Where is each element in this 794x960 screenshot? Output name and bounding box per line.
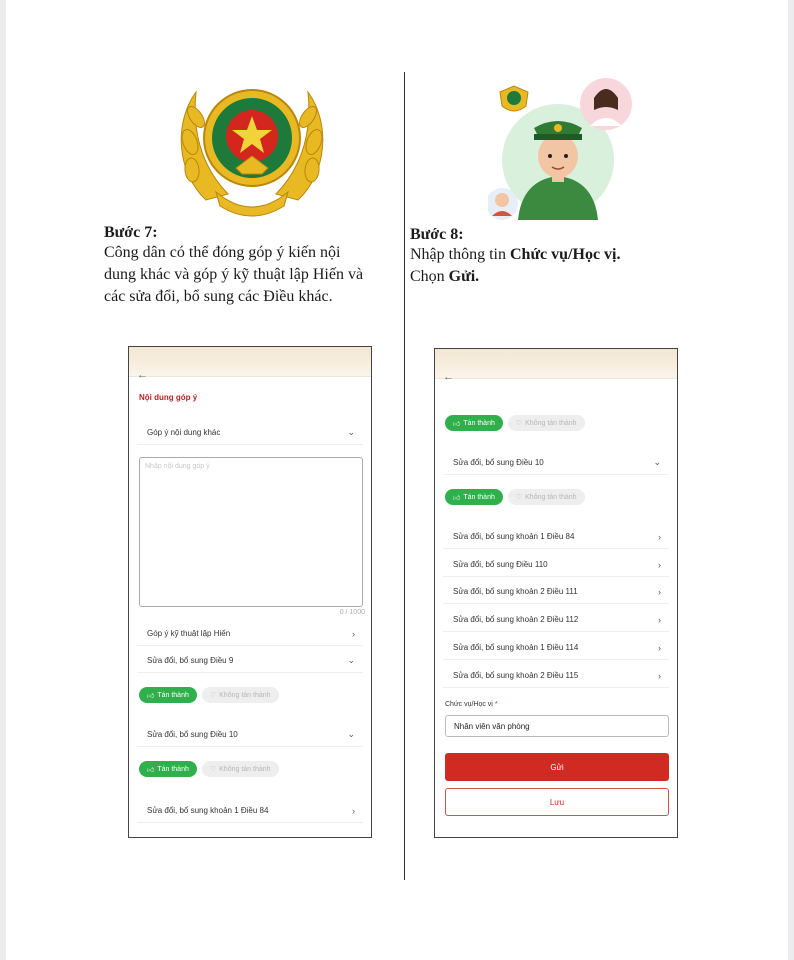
section-title: Nội dung góp ý: [139, 393, 198, 402]
vote-chips: [139, 687, 279, 703]
thumbs-up-icon: 👍︎: [147, 692, 155, 700]
list-item[interactable]: Sửa đổi, bổ sung Điều 110 ›: [443, 553, 669, 577]
chevron-right-icon: ›: [658, 614, 661, 625]
send-keyword: Gửi.: [448, 268, 480, 285]
agree-button[interactable]: 👍︎ Tán thành: [139, 761, 197, 777]
column-divider: [404, 72, 405, 880]
police-emblem-icon: [166, 72, 338, 218]
comment-icon: ♡: [515, 420, 523, 427]
list-item[interactable]: Sửa đổi, bổ sung khoản 2 Điều 115 ›: [443, 664, 669, 688]
disagree-button[interactable]: ♡ Không tán thành: [202, 687, 279, 703]
chevron-right-icon: ›: [658, 559, 661, 570]
chevron-down-icon: ⌄: [347, 729, 355, 739]
vote-chips: [139, 761, 279, 777]
step7-line: Công dân có thể đóng góp ý kiến nội: [104, 244, 341, 261]
agree-button[interactable]: 👍︎ Tán thành: [445, 415, 503, 431]
chevron-right-icon: ›: [658, 642, 661, 653]
position-label: Chức vụ/Học vị *: [445, 701, 498, 708]
chevron-right-icon: ›: [658, 586, 661, 597]
comment-icon: ♡: [209, 766, 217, 773]
dropdown-other-content[interactable]: Góp ý nội dung khác ⌄: [137, 421, 363, 445]
comment-icon: ♡: [209, 692, 217, 699]
phone-screenshot-step7: [128, 346, 372, 838]
step7-line: dung khác và góp ý kỹ thuật lập Hiến và: [104, 266, 364, 283]
disagree-button[interactable]: ♡ Không tán thành: [508, 489, 585, 505]
chevron-right-icon: ›: [352, 628, 355, 639]
dropdown-amend-9[interactable]: Sửa đổi, bổ sung Điều 9 ⌄: [137, 649, 363, 673]
vote-chips: [445, 489, 585, 505]
back-arrow-icon[interactable]: ←: [137, 369, 148, 381]
row-technique[interactable]: Góp ý kỹ thuật lập Hiến ›: [137, 622, 363, 646]
step8-description: [410, 244, 710, 288]
back-arrow-icon[interactable]: ←: [443, 371, 454, 383]
thumbs-up-icon: 👍︎: [147, 766, 155, 774]
thumbs-up-icon: 👍︎: [453, 494, 461, 502]
list-item[interactable]: Sửa đổi, bổ sung khoản 1 Điều 114 ›: [443, 636, 669, 660]
step8-title: Bước 8:: [410, 226, 464, 243]
comment-icon: ♡: [515, 494, 523, 501]
list-item[interactable]: Sửa đổi, bổ sung khoản 2 Điều 112 ›: [443, 608, 669, 632]
save-button[interactable]: Lưu: [445, 788, 669, 816]
app-header: [129, 347, 371, 377]
row-amend-84[interactable]: Sửa đổi, bổ sung khoản 1 Điều 84 ›: [137, 799, 363, 823]
comment-textarea[interactable]: Nhập nội dung góp ý: [139, 457, 363, 607]
agree-button[interactable]: 👍︎ Tán thành: [445, 489, 503, 505]
send-button[interactable]: Gửi: [445, 753, 669, 781]
step8-line2: Chọn Gửi.: [410, 268, 480, 285]
app-header: [435, 349, 677, 379]
chevron-right-icon: ›: [352, 805, 355, 816]
chevron-right-icon: ›: [658, 670, 661, 681]
phone-screenshot-step8: [434, 348, 678, 838]
disagree-button[interactable]: ♡ Không tán thành: [508, 415, 585, 431]
position-input[interactable]: Nhân viên văn phòng: [445, 715, 669, 737]
list-item[interactable]: Sửa đổi, bổ sung khoản 1 Điều 84 ›: [443, 525, 669, 549]
vote-chips: [445, 415, 585, 431]
chevron-right-icon: ›: [658, 531, 661, 542]
step7-description: [104, 242, 400, 308]
position-keyword: Chức vụ/Học vị.: [510, 246, 621, 263]
chevron-down-icon: ⌄: [347, 427, 355, 437]
list-item[interactable]: Sửa đổi, bổ sung khoản 2 Điều 111 ›: [443, 580, 669, 604]
chevron-down-icon: ⌄: [653, 457, 661, 467]
step7-title: Bước 7:: [104, 224, 158, 241]
document-page: [6, 0, 788, 960]
char-counter: 0 / 1000: [339, 609, 365, 616]
thumbs-up-icon: 👍︎: [453, 420, 461, 428]
step8-line1: Nhập thông tin Chức vụ/Học vị.: [410, 246, 621, 263]
dropdown-amend-10[interactable]: Sửa đổi, bổ sung Điều 10 ⌄: [137, 723, 363, 747]
chevron-down-icon: ⌄: [347, 655, 355, 665]
police-officer-illustration: [488, 70, 638, 220]
dropdown-amend-10[interactable]: Sửa đổi, bổ sung Điều 10 ⌄: [443, 451, 669, 475]
agree-button[interactable]: 👍︎ Tán thành: [139, 687, 197, 703]
disagree-button[interactable]: ♡ Không tán thành: [202, 761, 279, 777]
step7-line: các sửa đổi, bổ sung các Điều khác.: [104, 288, 333, 305]
